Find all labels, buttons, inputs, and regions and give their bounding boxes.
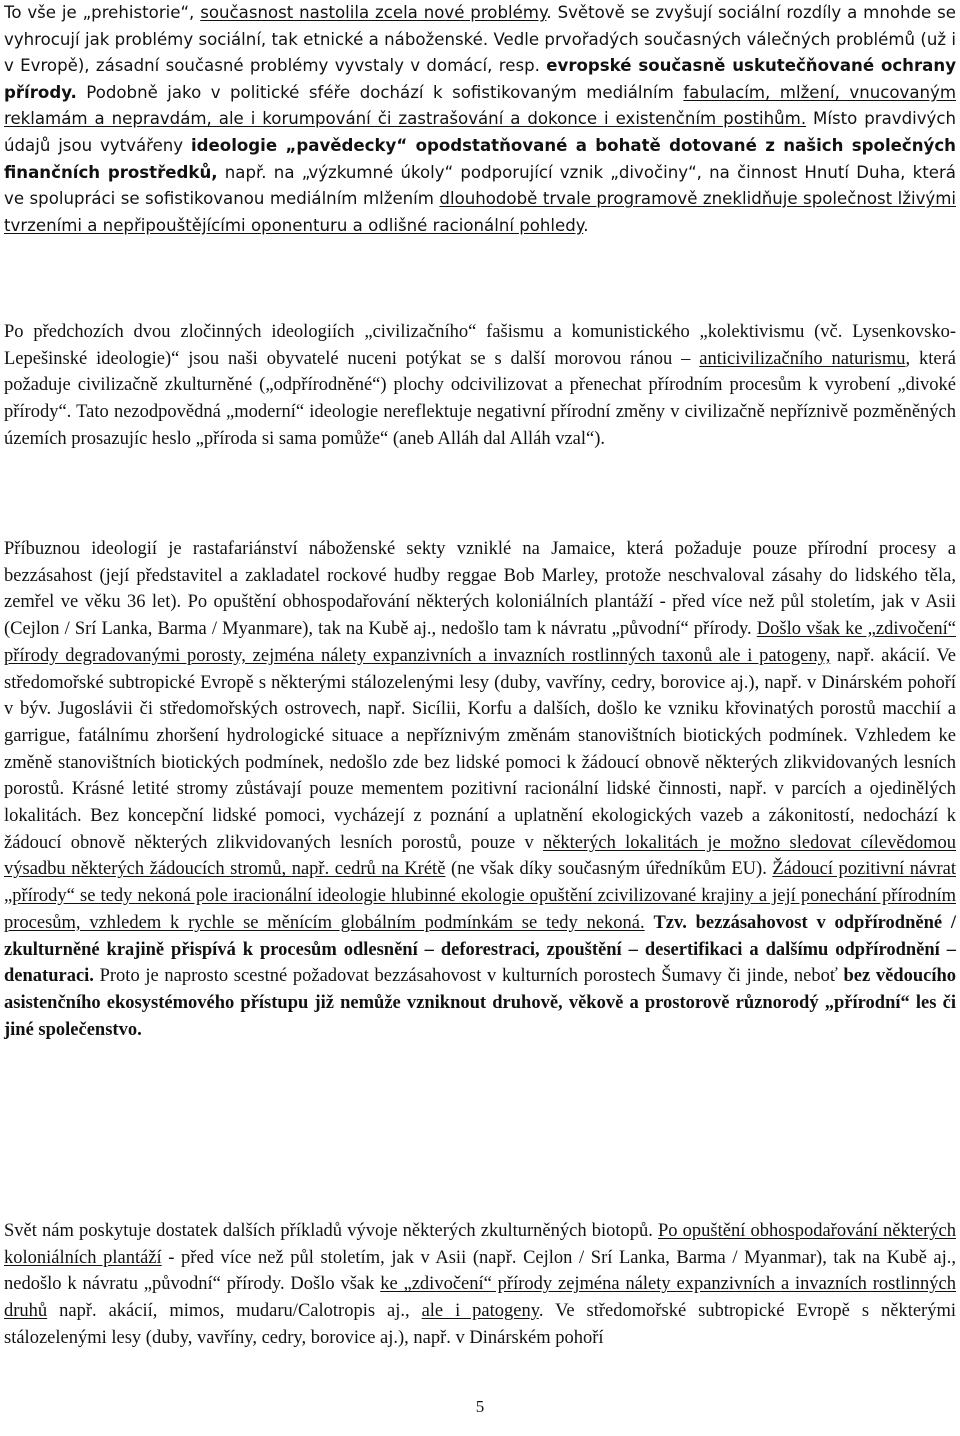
text-span-underlined: některých lokalitách je možno sledovat cílevědomou výsadbu některých žádoucích stromů, např. cedrů na Krétě [4, 832, 956, 880]
text-span-bold: Tzv. bezzásahovost v odpřírodněné / zkulturněné krajině přispívá k procesům odlesnění – deforestraci, zpouštění – desertifikaci a dalšímu odpřírodnění – denaturaci. [4, 912, 957, 987]
text-span: . [583, 215, 589, 235]
text-span-underlined: současnost nastolila zcela nové problémy [200, 3, 547, 22]
text-span: Proto je naprosto scestné požadovat bezzásahovost v kulturních porostech Šumavy či jinde, neboť [93, 966, 844, 987]
paragraph-1 [4, 0, 956, 239]
text-span-underlined: fabulacím, mlžení, vnucovaným reklamám a nepravdám, ale i korumpování či zastrašování a dokonce i existenčním postihům. [4, 82, 956, 129]
text-span: . Ve středomořské subtropické Evropě s některými stálozelenými lesy (duby, vavříny, cedry, borovice aj.), např. v Dinárském pohoří [4, 1301, 956, 1348]
paragraph-4 [4, 1218, 956, 1352]
text-span: . Světově se zvyšují sociální rozdíly a mnohde se vyhrocují jak problémy sociální, tak etnické a náboženské. Vedle prvořadých současných válečných problémů (už i v Evropě), zásadní současné problémy vyvstaly v domácí, resp. [4, 3, 956, 76]
text-span-underlined: anticivilizačního naturismu [699, 348, 906, 369]
text-span: Po předchozích dvou zločinných ideologiích „civilizačního“ fašismu a komunistického „kolektivismu (vč. Lysenkovsko-Lepešinské ideologie)“ jsou naši obyvatelé nuceni potýkat se s další morovou ránou – [4, 322, 956, 369]
page-number: 5 [475, 1397, 485, 1416]
text-span: Svět nám poskytuje dostatek dalších příkladů vývoje některých zkulturněných biotopů. [4, 1221, 658, 1241]
text-span: Místo pravdivých údajů jsou vytvářeny [4, 109, 956, 155]
text-span: např. akácií, mimos, mudaru/Calotropis aj., [47, 1301, 422, 1322]
text-span-underlined: Došlo však ke „zdivočení“ přírody degradovanými porosty, zejména nálety expanzivních a invazních rostlinných taxonů ale i patogeny, [4, 619, 956, 666]
text-span-underlined: ke „zdivočení“ přírody zejména nálety expanzivních a invazních rostlinných druhů [4, 1274, 956, 1322]
paragraph-3 [4, 536, 956, 1043]
text-span: , která požaduje civilizačně zkulturněné („odpřírodněné“) plochy odcivilizovat a přenechat přírodním procesům k vyrobení „divoké přírody“. Tato nezodpovědná „moderní“ ideologie nereflektuje negativní přírodní změny v civilizačně nepříznivě pozměněných územích prosazujíc heslo „příroda si sama pomůže“ (aneb Alláh dal Alláh vzal“). [4, 348, 956, 449]
text-span-underlined: Žádoucí pozitivní návrat „přírody“ se tedy nekoná pole iracionální ideologie hlubinné ekologie opuštění zcivilizované krajiny a její ponechání přírodním procesům, vzhledem k rychle se měnícím globálním podmínkám se tedy nekoná. [4, 859, 957, 933]
text-span-bold: bez vědoucího asistenčního ekosystémového přístupu již nemůže vzniknout druhově, věkově a prostorově různorodý „přírodní“ les či jiné společenstvo. [4, 966, 956, 1040]
text-span-bold: evropské současně uskutečňované ochrany přírody. [4, 56, 957, 102]
text-span-underlined: dlouhodobě trvale programově zneklidňuje společnost lživými tvrzeními a nepřipouštějícími oponenturu a odlišné racionální pohledy [4, 189, 956, 235]
text-span: To vše je „prehistorie“, [4, 3, 201, 22]
paragraph-2 [4, 319, 956, 453]
text-span-underlined: Po opuštění obhospodařování některých koloniálních plantáží [4, 1221, 956, 1268]
text-span: - před více než půl stoletím, jak v Asii (např. Cejlon / Srí Lanka, Barma / Myanmar), tak na Kubě aj., nedošlo k návratu „původní“ přírody. Došlo však [4, 1247, 956, 1295]
text-span: Příbuznou ideologií je rastafariánství náboženské sekty vzniklé na Jamaice, která požaduje pouze přírodní procesy a bezzásahost (její představitel a zakladatel rockové hudby reggae Bob Marley, protože neschvaloval zásahy do lidského těla, zemřel ve věku 36 let). Po opuštění obhospodařování některých koloniálních plantáží - před více než půl stoletím, jak v Asii (Cejlon / Srí Lanka, Barma / Myanmare), tak na Kubě aj., nedošlo tam k návratu „původní“ přírody. [4, 539, 956, 640]
text-span-underlined: ale i patogeny [421, 1301, 539, 1322]
text-span: např. na „výzkumné úkoly“ podporující vznik „divočiny“, na činnost Hnutí Duha, která ve spolupráci se sofistikovanou mediálním mlžením [4, 162, 956, 209]
text-span: např. akácií. Ve středomořské subtropické Evropě s některými stálozelenými lesy (duby, vavříny, cedry, borovice aj.), např. v Dinárském pohoří v býv. Jugoslávii či středomořských ostrovech, např. Sicílii, Korfu a dalších, došlo ke vzniku křovinatých porostů macchií a garrigue, fatálnímu zhoršení hydrologické situace a nepříznivým změnám stanovištních biotických podmínek. Vzhledem ke změně stanovištních biotických podmínek, nedošlo zde bez lidské pomoci k žádoucí obnově některých zlikvidovaných lesních porostů. Krásné letité stromy zůstávají pouze mementem pozitivní racionální lidské činnosti, např. v parcích a ojedinělých lokalitách. Bez koncepční lidské pomoci, vycházejí z poznání a uplatnění ekologických vazeb a zákonitostí, nedochází k žádoucí obnově některých zlikvidovaných lesních porostů, pouze v [4, 645, 956, 853]
text-span: Podobně jako v politické sféře dochází k sofistikovaným mediálním [76, 82, 684, 102]
text-span: (ne však díky současným úředníkům EU). [445, 859, 773, 880]
text-span-bold: ideologie „pavědecky“ opodstatňované a bohatě dotované z našich společných finančních prostředků, [4, 135, 956, 182]
